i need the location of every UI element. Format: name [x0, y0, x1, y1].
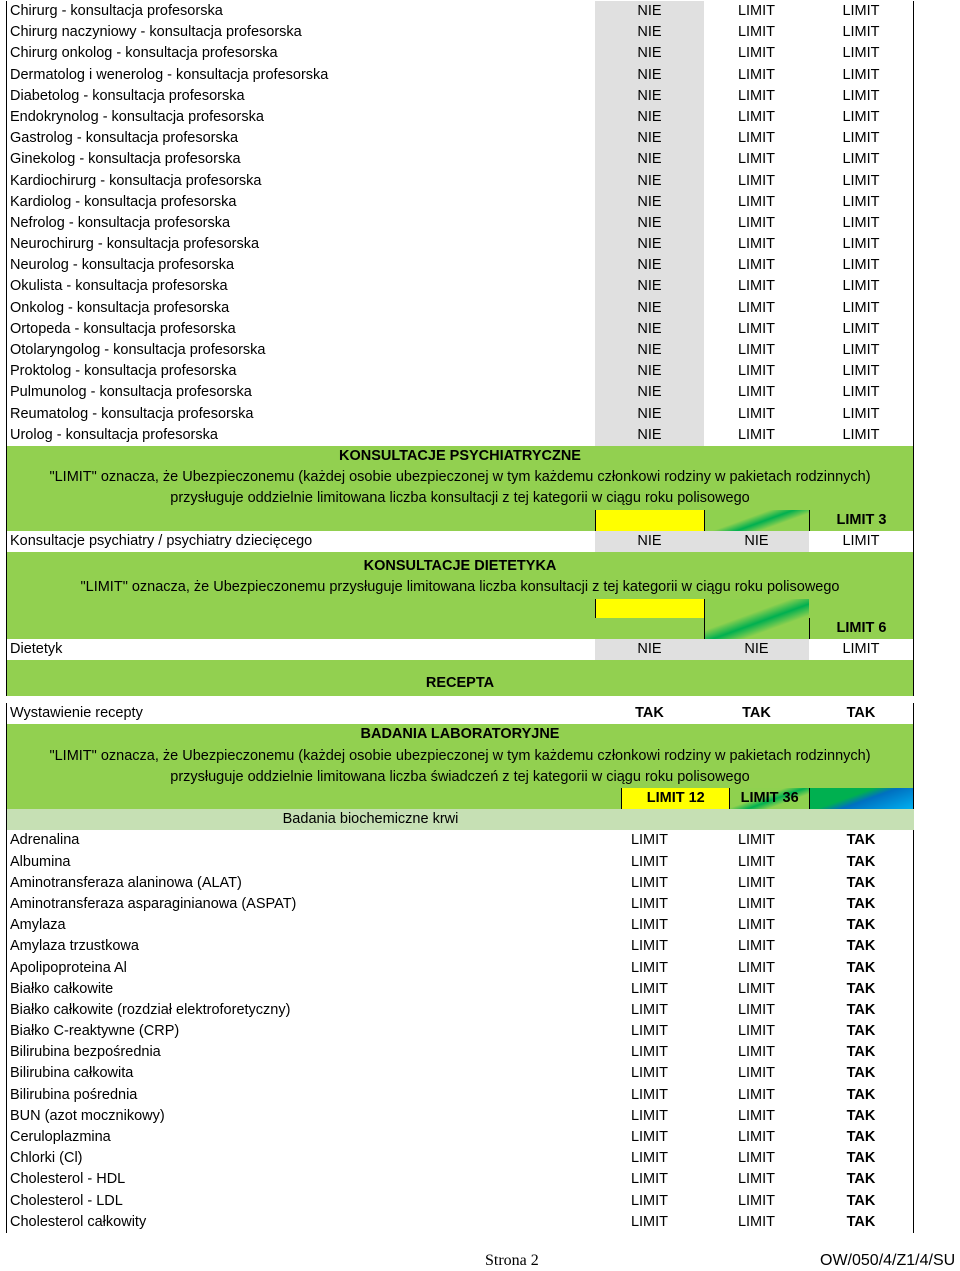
table-row: [6, 1042, 914, 1063]
table-row: [6, 319, 914, 340]
service-value: TAK: [809, 1085, 914, 1106]
service-name: Konsultacje psychiatry / psychiatry dziecięcego: [6, 531, 595, 552]
service-value: LIMIT: [809, 340, 914, 361]
prescription-section: [6, 660, 914, 724]
table-row: [6, 255, 914, 276]
service-name: Dermatolog i wenerolog - konsultacja profesorska: [6, 65, 595, 86]
service-value: LIMIT: [630, 980, 669, 997]
service-name: Ortopeda - konsultacja profesorska: [6, 319, 595, 340]
service-value: LIMIT: [737, 172, 776, 189]
service-value: LIMIT: [809, 22, 914, 43]
table-row: [6, 1021, 914, 1042]
service-value: NIE: [595, 43, 704, 64]
service-name: Proktolog - konsultacja profesorska: [6, 361, 595, 382]
service-value: LIMIT: [809, 255, 914, 276]
table-row: [6, 128, 914, 149]
laboratory-limit-blue: [809, 788, 913, 809]
service-name: Białko całkowite (rozdział elektroforetyczny): [6, 1000, 595, 1021]
table-row: [6, 852, 914, 873]
service-name: Chirurg onkolog - konsultacja profesorska: [6, 43, 595, 64]
service-value: LIMIT: [630, 1044, 669, 1061]
service-value: LIMIT: [630, 853, 669, 870]
table-row: [6, 276, 914, 297]
service-value: LIMIT: [737, 426, 776, 443]
service-value: LIMIT: [737, 1129, 776, 1145]
table-row: [6, 65, 914, 86]
service-value: LIMIT: [737, 130, 776, 147]
table-row: [6, 1127, 914, 1148]
psychiatry-note-line1: "LIMIT" oznacza, że Ubezpieczonemu (każdej osobie ubezpieczonej w tym każdemu członkowi rodziny w pakietach rodzinnych): [49, 469, 871, 486]
psychiatry-limit-label: LIMIT 3: [809, 510, 913, 531]
service-value: LIMIT: [737, 1171, 776, 1188]
service-value: LIMIT: [737, 24, 776, 41]
service-name: Bilirubina pośrednia: [6, 1085, 595, 1106]
table-row: [6, 382, 914, 403]
service-name: Ginekolog - konsultacja profesorska: [6, 149, 595, 170]
dietitian-section: [6, 552, 914, 660]
service-value: LIMIT: [737, 895, 776, 912]
service-value: LIMIT: [737, 236, 776, 253]
service-name: Neurolog - konsultacja profesorska: [6, 255, 595, 276]
service-value: NIE: [595, 319, 704, 340]
service-name: Apolipoproteina Al: [6, 958, 595, 979]
service-value: NIE: [595, 86, 704, 107]
dietitian-header: [6, 552, 914, 639]
service-value: NIE: [595, 1, 704, 22]
laboratory-rows: [6, 830, 914, 1233]
service-value: LIMIT: [737, 1065, 776, 1082]
service-name: BUN (azot mocznikowy): [6, 1106, 595, 1127]
service-value: LIMIT: [737, 1044, 776, 1061]
service-name: Otolaryngolog - konsultacja profesorska: [6, 340, 595, 361]
service-value: TAK: [809, 979, 914, 1000]
service-value: NIE: [595, 234, 704, 255]
laboratory-header: [6, 724, 914, 809]
prescription-header: [6, 660, 914, 696]
service-value: LIMIT: [809, 107, 914, 128]
service-value: LIMIT: [737, 853, 776, 870]
service-name: Kardiolog - konsultacja profesorska: [6, 192, 595, 213]
table-row: [6, 1085, 914, 1106]
prescription-title: RECEPTA: [425, 675, 495, 692]
service-value: NIE: [595, 107, 704, 128]
service-name: Aminotransferaza asparaginianowa (ASPAT): [6, 894, 595, 915]
laboratory-limit-12: LIMIT 12: [621, 788, 729, 809]
service-value: NIE: [704, 639, 809, 660]
table-row: [6, 1191, 914, 1212]
service-name: Cholesterol - HDL: [6, 1169, 595, 1190]
service-value: TAK: [809, 852, 914, 873]
service-value: TAK: [809, 873, 914, 894]
service-value: TAK: [809, 703, 914, 724]
service-value: LIMIT: [737, 1023, 776, 1040]
service-value: TAK: [742, 705, 771, 722]
table-row: [6, 830, 914, 851]
service-value: LIMIT: [737, 1107, 776, 1124]
table-row: [6, 425, 914, 446]
service-value: LIMIT: [630, 832, 669, 849]
service-value: NIE: [595, 171, 704, 192]
table-row: [6, 958, 914, 979]
table-row: [6, 873, 914, 894]
service-value: LIMIT: [737, 405, 776, 422]
service-value: TAK: [809, 915, 914, 936]
psychiatry-note-line2: przysługuje oddzielnie limitowana liczba konsultacji z tej kategorii w ciągu roku polisowego: [170, 490, 750, 507]
service-value: LIMIT: [630, 1086, 669, 1103]
service-value: LIMIT: [809, 149, 914, 170]
table-row: [6, 1106, 914, 1127]
service-name: Reumatolog - konsultacja profesorska: [6, 404, 595, 425]
service-value: LIMIT: [809, 128, 914, 149]
page-number: Strona 2: [485, 1252, 539, 1269]
service-value: LIMIT: [809, 382, 914, 403]
table-row: [6, 936, 914, 957]
prescription-row: [6, 703, 914, 724]
biochemistry-subheader-row: [6, 809, 914, 830]
service-name: Białko C-reaktywne (CRP): [6, 1021, 595, 1042]
service-value: NIE: [595, 276, 704, 297]
service-name: Nefrolog - konsultacja profesorska: [6, 213, 595, 234]
psychiatry-header: [6, 446, 914, 531]
service-value: LIMIT: [737, 342, 776, 358]
table-row: [6, 1063, 914, 1084]
coverage-table: [6, 1, 914, 1233]
biochemistry-subheader: Badania biochemiczne krwi: [282, 811, 459, 828]
service-name: Bilirubina całkowita: [6, 1063, 595, 1084]
service-name: Amylaza trzustkowa: [6, 936, 595, 957]
service-value: LIMIT: [630, 1065, 669, 1082]
service-value: TAK: [809, 1127, 914, 1148]
service-value: NIE: [595, 361, 704, 382]
laboratory-limit-36: LIMIT 36: [729, 788, 809, 809]
psychiatry-limit-yellow: [595, 510, 704, 531]
service-value: LIMIT: [809, 1, 914, 22]
table-row: [6, 107, 914, 128]
service-value: NIE: [595, 22, 704, 43]
service-value: TAK: [635, 705, 664, 722]
service-value: LIMIT: [737, 980, 776, 997]
service-name: Białko całkowite: [6, 979, 595, 1000]
service-name: Onkolog - konsultacja profesorska: [6, 298, 595, 319]
service-value: TAK: [809, 1063, 914, 1084]
table-row: [6, 1148, 914, 1169]
service-value: LIMIT: [737, 384, 776, 401]
professor-consultations-section: [6, 1, 914, 446]
service-value: LIMIT: [630, 917, 669, 934]
service-value: NIE: [595, 531, 704, 552]
service-value: LIMIT: [809, 639, 914, 660]
document-code: OW/050/4/Z1/4/SU: [820, 1252, 956, 1269]
service-value: NIE: [595, 65, 704, 86]
service-name: Dietetyk: [6, 639, 595, 660]
service-value: NIE: [595, 213, 704, 234]
service-value: LIMIT: [809, 425, 914, 446]
service-value: LIMIT: [809, 361, 914, 382]
table-row: [6, 149, 914, 170]
service-value: TAK: [809, 958, 914, 979]
service-value: LIMIT: [630, 1192, 669, 1209]
service-value: LIMIT: [737, 299, 776, 316]
table-row: [6, 86, 914, 107]
table-row: [6, 192, 914, 213]
service-value: TAK: [809, 936, 914, 957]
service-value: TAK: [809, 830, 914, 851]
dietitian-title: KONSULTACJE DIETETYKA: [363, 557, 557, 574]
dietitian-row: [6, 639, 914, 660]
service-name: Cholesterol - LDL: [6, 1191, 595, 1212]
service-name: Ceruloplazmina: [6, 1127, 595, 1148]
service-value: LIMIT: [737, 1192, 776, 1209]
service-value: NIE: [595, 639, 704, 660]
service-name: Diabetolog - konsultacja profesorska: [6, 86, 595, 107]
service-value: NIE: [595, 128, 704, 149]
service-name: Gastrolog - konsultacja profesorska: [6, 128, 595, 149]
table-row: [6, 404, 914, 425]
service-value: LIMIT: [737, 108, 776, 125]
laboratory-title: BADANIA LABORATORYJNE: [360, 726, 560, 743]
service-value: LIMIT: [737, 87, 776, 104]
dietitian-note: "LIMIT" oznacza, że Ubezpieczonemu przysługuje limitowana liczba konsultacji z tej kategorii w ciągu roku polisowego: [80, 578, 840, 595]
psychiatry-limit-green: [704, 510, 809, 531]
service-value: LIMIT: [809, 298, 914, 319]
service-value: NIE: [595, 149, 704, 170]
service-value: LIMIT: [737, 66, 776, 83]
service-value: TAK: [809, 1106, 914, 1127]
table-row: [6, 1169, 914, 1190]
table-row: [6, 361, 914, 382]
service-value: LIMIT: [737, 45, 776, 62]
service-name: Wystawienie recepty: [6, 703, 595, 724]
service-name: Kardiochirurg - konsultacja profesorska: [6, 171, 595, 192]
service-value: LIMIT: [737, 1213, 776, 1230]
service-value: NIE: [595, 404, 704, 425]
service-value: LIMIT: [809, 276, 914, 297]
service-value: LIMIT: [630, 895, 669, 912]
service-value: LIMIT: [737, 874, 776, 891]
table-row: [6, 1, 914, 22]
service-value: LIMIT: [737, 151, 776, 168]
service-value: LIMIT: [737, 938, 776, 955]
service-value: LIMIT: [809, 213, 914, 234]
service-name: Aminotransferaza alaninowa (ALAT): [6, 873, 595, 894]
dietitian-limit-green: [704, 599, 809, 639]
service-value: NIE: [595, 425, 704, 446]
service-value: LIMIT: [630, 1129, 669, 1145]
service-value: LIMIT: [809, 404, 914, 425]
laboratory-note-line2: przysługuje oddzielnie limitowana liczba świadczeń z tej kategorii w ciągu roku polisowego: [170, 768, 750, 785]
service-value: LIMIT: [737, 1001, 776, 1018]
service-value: LIMIT: [737, 1086, 776, 1103]
service-name: Chlorki (Cl): [6, 1148, 595, 1169]
service-value: NIE: [595, 192, 704, 213]
service-value: NIE: [595, 382, 704, 403]
table-row: [6, 979, 914, 1000]
service-value: LIMIT: [737, 832, 776, 849]
service-value: LIMIT: [737, 959, 776, 976]
service-name: Okulista - konsultacja profesorska: [6, 276, 595, 297]
service-value: LIMIT: [809, 319, 914, 340]
service-value: LIMIT: [809, 86, 914, 107]
service-value: TAK: [809, 1000, 914, 1021]
service-value: LIMIT: [630, 959, 669, 976]
service-name: Endokrynolog - konsultacja profesorska: [6, 107, 595, 128]
table-row: [6, 43, 914, 64]
service-name: Neurochirurg - konsultacja profesorska: [6, 234, 595, 255]
service-value: LIMIT: [630, 1213, 669, 1230]
service-value: LIMIT: [809, 234, 914, 255]
table-row: [6, 298, 914, 319]
service-value: LIMIT: [737, 1150, 776, 1167]
service-value: TAK: [809, 1191, 914, 1212]
table-row: [6, 340, 914, 361]
service-value: NIE: [595, 340, 704, 361]
table-row: [6, 915, 914, 936]
dietitian-limit-yellow: [595, 599, 704, 618]
service-value: LIMIT: [737, 278, 776, 295]
service-value: LIMIT: [737, 320, 776, 337]
service-value: LIMIT: [630, 938, 669, 955]
service-value: NIE: [704, 531, 809, 552]
service-name: Amylaza: [6, 915, 595, 936]
service-name: Chirurg naczyniowy - konsultacja profesorska: [6, 22, 595, 43]
service-value: TAK: [809, 1042, 914, 1063]
service-value: NIE: [595, 298, 704, 319]
service-value: LIMIT: [737, 917, 776, 934]
service-name: Chirurg - konsultacja profesorska: [6, 1, 595, 22]
service-value: LIMIT: [630, 874, 669, 891]
service-value: LIMIT: [630, 1023, 669, 1040]
service-value: LIMIT: [809, 43, 914, 64]
laboratory-note-line1: "LIMIT" oznacza, że Ubezpieczonemu (każdej osobie ubezpieczonej w tym każdemu członkowi rodziny w pakietach rodzinnych): [49, 747, 871, 764]
service-name: Urolog - konsultacja profesorska: [6, 425, 595, 446]
psychiatry-title: KONSULTACJE PSYCHIATRYCZNE: [339, 447, 581, 464]
service-value: LIMIT: [630, 1171, 669, 1188]
table-row: [6, 22, 914, 43]
service-value: LIMIT: [737, 363, 776, 380]
service-value: TAK: [809, 1169, 914, 1190]
table-row: [6, 894, 914, 915]
service-value: TAK: [809, 1212, 914, 1233]
service-value: LIMIT: [809, 171, 914, 192]
laboratory-section: [6, 724, 914, 1233]
dietitian-limit-label: LIMIT 6: [809, 618, 913, 639]
service-name: Bilirubina bezpośrednia: [6, 1042, 595, 1063]
psychiatry-section: [6, 446, 914, 552]
service-value: LIMIT: [809, 531, 914, 552]
service-name: Adrenalina: [6, 830, 595, 851]
service-value: LIMIT: [809, 192, 914, 213]
service-value: LIMIT: [630, 1150, 669, 1167]
service-value: TAK: [809, 1021, 914, 1042]
service-value: LIMIT: [737, 257, 776, 274]
service-value: NIE: [595, 255, 704, 276]
table-row: [6, 1000, 914, 1021]
table-row: [6, 1212, 914, 1233]
service-name: Albumina: [6, 852, 595, 873]
service-name: Pulmunolog - konsultacja profesorska: [6, 382, 595, 403]
service-value: TAK: [809, 1148, 914, 1169]
psychiatry-row: [6, 531, 914, 552]
service-value: LIMIT: [737, 214, 776, 231]
table-row: [6, 213, 914, 234]
service-value: LIMIT: [809, 65, 914, 86]
service-value: LIMIT: [630, 1001, 669, 1018]
service-value: LIMIT: [737, 193, 776, 210]
service-value: LIMIT: [630, 1107, 669, 1124]
service-name: Cholesterol całkowity: [6, 1212, 595, 1233]
service-value: LIMIT: [737, 3, 776, 19]
table-row: [6, 234, 914, 255]
service-value: TAK: [809, 894, 914, 915]
table-row: [6, 171, 914, 192]
